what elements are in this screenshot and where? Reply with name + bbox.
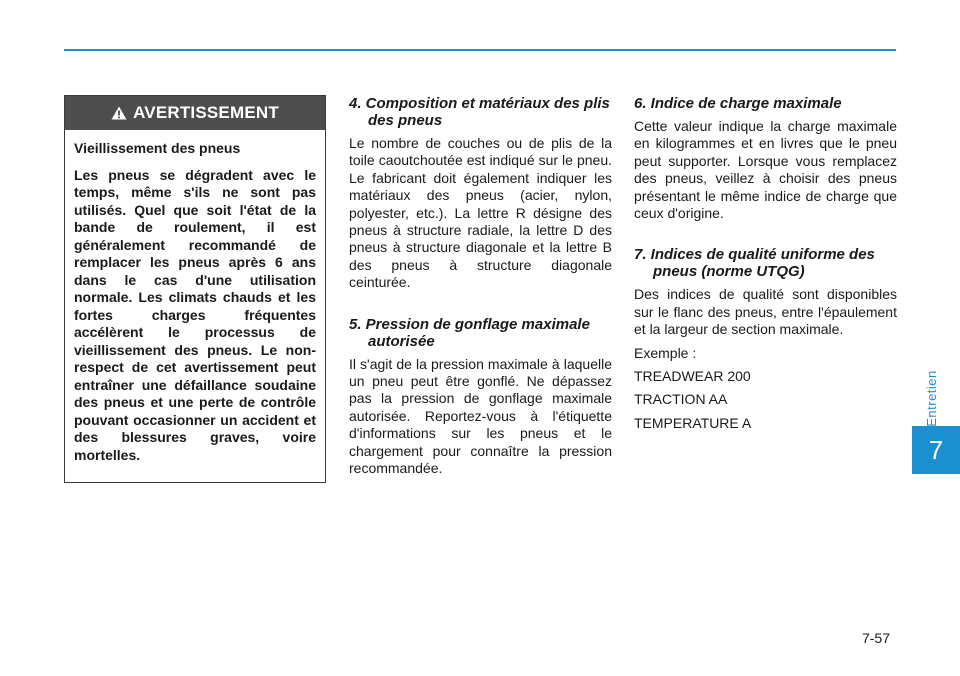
section-label-text: Entretien [923,369,939,427]
warning-heading: Vieillissement des pneus [74,140,241,156]
page-number: 7-57 [861,630,890,646]
section-5-title: 5. Pression de gonflage maximale autorisée [349,315,590,350]
section-7-title: 7. Indices de qualité uniforme des pneus (norme UTQG) [634,246,875,281]
warning-box [64,95,326,483]
warning-text: Les pneus se dégradent avec le temps, même s'ils ne sont pas utilisés. Quel que soit l'état de la bande de roulement, il est généralement recommandé de remplacer les pneus après 6 ans dans le cas d'une utilisation normale. Les climats chauds et les fortes charges fréquentes accélèrent le processus de vieillissement des pneus. Le non-respect de cet avertissement peut entraîner une défaillance soudaine des pneus et une perte de contrôle pouvant occasionner un accident et des blessures graves, voire mortelles. [74,166,316,463]
column-right [634,95,897,438]
example-item: TEMPERATURE A [634,414,752,431]
spacer [349,298,612,316]
top-rule [64,49,896,51]
warning-body [65,130,325,464]
warning-title: AVERTISSEMENT [133,103,279,122]
section-side-label [921,368,941,428]
chapter-tab: 7 [912,426,960,474]
spacer [634,228,897,246]
column-middle [349,95,612,484]
section-4-title: 4. Composition et matériaux des plis des pneus [349,95,610,129]
section-5-body: Il s'agit de la pression maximale à laquelle un pneu peut être gonflé. Ne dépassez pas la pression de gonflage maximale autorisée. Reportez-vous à l'étiquette d'informations sur les pneus et le chargement pour connaître la pression recommandée. [349,355,612,477]
section-6-title: 6. Indice de charge maximale [634,95,842,112]
section-7-body: Des indices de qualité sont disponibles sur le flanc des pneus, entre l'épaulement et la largeur de section maximale. [634,286,897,338]
example-label: Exemple : [634,344,697,361]
section-6-body: Cette valeur indique la charge maximale en kilogrammes et en livres que le pneu peut supporter. Lorsque vous remplacez des pneus, veillez à choisir des pneus présentant le même indice de charge que ceux d'origine. [634,118,897,222]
warning-triangle-icon [111,106,127,120]
example-item: TREADWEAR 200 [634,368,751,385]
warning-header [65,96,325,130]
section-4-body: Le nombre de couches ou de plis de la toile caoutchoutée est indiqué sur le pneu. Le fabricant doit également indiquer les matériaux des pneus (acier, nylon, polyester, etc.). La lettre R désigne des pneus à structure radiale, la lettre D des pneus à structure diagonale et la lettre B des pneus à structure diagonale ceinturée. [349,135,612,291]
example-item: TRACTION AA [634,391,728,408]
